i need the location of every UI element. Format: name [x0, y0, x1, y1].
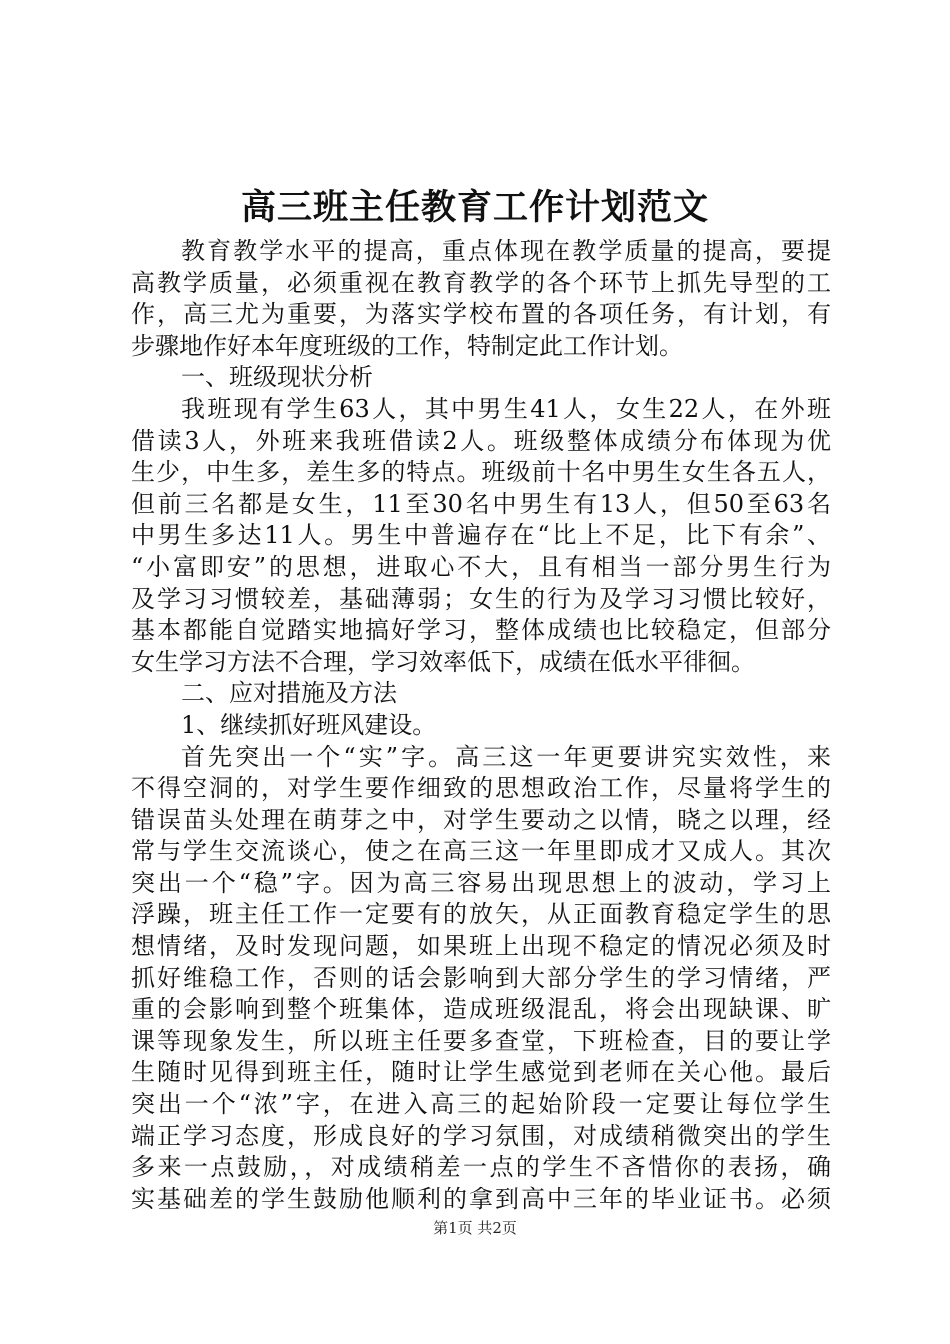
- text-line: 抓好维稳工作，否则的话会影响到大部分学生的学习情绪，严: [131, 963, 831, 992]
- text-line: 浮躁，班主任工作一定要有的放矢，从正面教育稳定学生的思: [131, 900, 831, 929]
- text-line: 重的会影响到整个班集体，造成班级混乱，将会出现缺课、旷: [131, 995, 831, 1024]
- text-line: 突出一个“稳”字。因为高三容易出现思想上的波动，学习上: [131, 868, 831, 897]
- text-line: 高教学质量，必须重视在教育教学的各个环节上抓先导型的工: [131, 268, 831, 297]
- text-line: 课等现象发生，所以班主任要多查堂，下班检查，目的要让学: [131, 1026, 831, 1055]
- text-line: 教育教学水平的提高，重点体现在教学质量的提高，要提: [181, 237, 831, 265]
- page-footer: 第1页 共2页: [433, 1219, 517, 1237]
- text-line: 借读3人，外班来我班借读2人。班级整体成绩分布体现为优: [131, 426, 831, 455]
- text-line: 多来一点鼓励，，对成绩稍差一点的学生不吝惜你的表扬，确: [131, 1153, 831, 1182]
- text-line: 不得空洞的，对学生要作细致的思想政治工作，尽量将学生的: [131, 774, 831, 803]
- document-body: [131, 236, 831, 1215]
- text-line: 中男生多达11人。男生中普遍存在“比上不足，比下有余”、: [131, 521, 831, 550]
- text-line: 及学习习惯较差，基础薄弱；女生的行为及学习习惯比较好，: [131, 584, 831, 613]
- text-line: 生随时见得到班主任，随时让学生感觉到老师在关心他。最后: [131, 1058, 831, 1087]
- text-line: 首先突出一个“实”字。高三这一年更要讲究实效性，来: [181, 742, 831, 771]
- text-line: 常与学生交流谈心，使之在高三这一年里即成才又成人。其次: [131, 837, 831, 866]
- text-line: 我班现有学生63人，其中男生41人，女生22人，在外班: [181, 394, 831, 423]
- text-line: 端正学习态度，形成良好的学习氛围，对成绩稍微突出的学生: [131, 1121, 831, 1150]
- text-line: 一、班级现状分析: [181, 363, 373, 392]
- document-title: 高三班主任教育工作计划范文: [240, 187, 709, 228]
- text-line: 步骤地作好本年度班级的工作，特制定此工作计划。: [131, 331, 683, 360]
- text-line: 想情绪，及时发现问题，如果班上出现不稳定的情况必须及时: [131, 932, 831, 961]
- text-line: 实基础差的学生鼓励他顺利的拿到高中三年的毕业证书。必须: [131, 1184, 831, 1213]
- text-line: 突出一个“浓”字，在进入高三的起始阶段一定要让每位学生: [131, 1090, 831, 1119]
- text-line: 基本都能自觉踏实地搞好学习，整体成绩也比较稳定，但部分: [131, 616, 831, 645]
- text-line: 女生学习方法不合理，学习效率低下，成绩在低水平徘徊。: [131, 647, 755, 676]
- text-line: 但前三名都是女生，11至30名中男生有13人，但50至63名: [131, 489, 831, 518]
- text-line: 作，高三尤为重要，为落实学校布置的各项任务，有计划，有: [131, 300, 831, 329]
- text-line: 1、继续抓好班风建设。: [181, 710, 437, 739]
- text-line: 错误苗头处理在萌芽之中，对学生要动之以情，晓之以理，经: [131, 805, 831, 834]
- text-line: “小富即安”的思想，进取心不大，且有相当一部分男生行为: [131, 552, 831, 581]
- text-line: 生少，中生多，差生多的特点。班级前十名中男生女生各五人，: [131, 458, 831, 487]
- text-line: 二、应对措施及方法: [181, 679, 397, 708]
